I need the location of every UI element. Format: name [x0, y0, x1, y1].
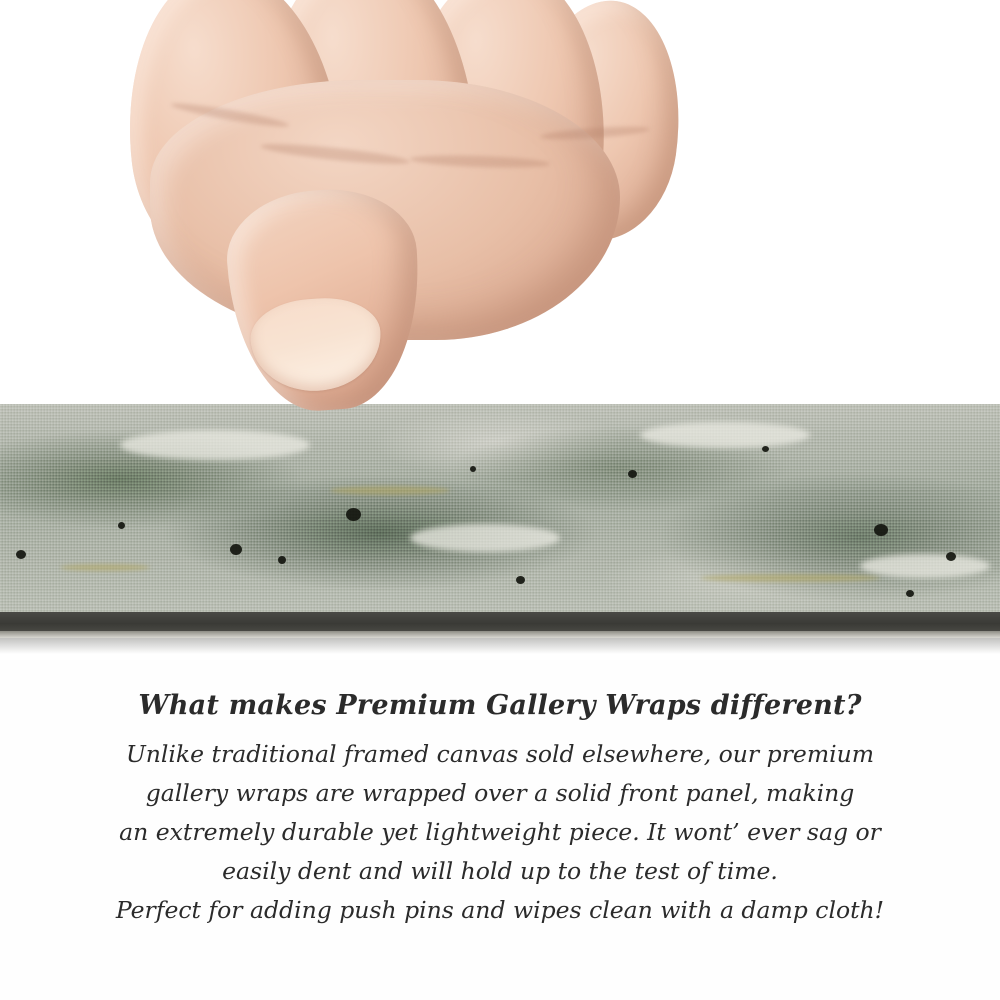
canvas-highlight — [640, 422, 810, 448]
canvas-ochre-streak — [60, 564, 150, 571]
thumb-shape — [223, 184, 428, 417]
thumbnail-shape — [248, 294, 384, 395]
caption-line: easily dent and will hold up to the test of time. — [222, 857, 778, 885]
caption-line: Perfect for adding push pins and wipes clean with a damp cloth! — [115, 896, 885, 924]
canvas-highlight — [410, 524, 560, 552]
paint-speck — [118, 522, 125, 529]
canvas-ochre-streak — [700, 574, 880, 582]
paint-speck — [346, 508, 361, 521]
canvas-highlight — [860, 554, 990, 578]
caption-line: Unlike traditional framed canvas sold elsewhere, our premium — [125, 740, 875, 768]
paint-speck — [16, 550, 26, 559]
paint-speck — [874, 524, 888, 536]
caption-heading: What makes Premium Gallery Wraps different? — [138, 690, 862, 721]
canvas-highlight — [120, 430, 310, 460]
paint-speck — [946, 552, 956, 561]
caption-body — [0, 735, 1000, 930]
canvas-wrap-edge — [0, 404, 1000, 619]
paint-speck — [628, 470, 637, 478]
canvas-wrap-bevel — [0, 612, 1000, 638]
paint-speck — [470, 466, 476, 472]
caption-block — [0, 690, 1000, 930]
paint-speck — [516, 576, 525, 584]
paint-speck — [762, 446, 769, 452]
canvas-drop-shadow — [0, 638, 1000, 654]
paint-speck — [230, 544, 242, 555]
caption-line: gallery wraps are wrapped over a solid front panel, making — [145, 779, 855, 807]
paint-speck — [278, 556, 286, 564]
paint-speck — [906, 590, 914, 597]
caption-line: an extremely durable yet lightweight piece. It wont’ ever sag or — [119, 818, 881, 846]
canvas-ochre-streak — [330, 486, 450, 495]
hand-illustration — [110, 0, 670, 430]
